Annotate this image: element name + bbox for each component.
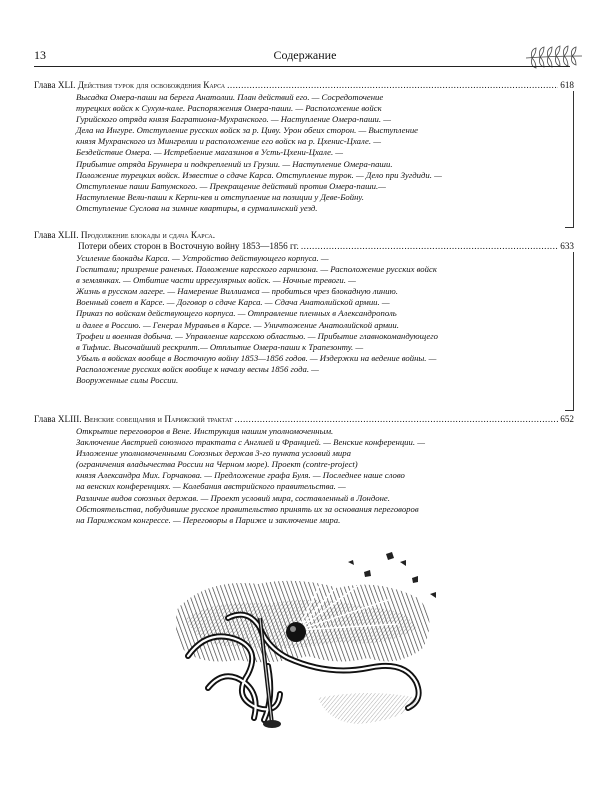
toc-entry: Бездействие Омера. — Истребление магазинов в Усть-Цхени-Цхале. — xyxy=(76,147,344,158)
running-title: Содержание xyxy=(273,48,337,62)
toc-entry: (ограничения владычества России на Черном море). Проект (contre-project) xyxy=(76,459,358,470)
chapter-title: Венские совещания и Парижский трактат xyxy=(83,414,233,424)
chapter-page: 633 xyxy=(560,241,574,251)
toc-entry: Отступление паши Батумского. — Прекращение действий против Омера-паши.— xyxy=(76,180,386,191)
toc-entry: в землянках. — Отбитие части иррегулярных войск. — Ночные тревоги. — xyxy=(76,275,356,286)
chapter-entries xyxy=(34,253,574,386)
toc-entry: Положение турецких войск. Известие о сдаче Карса. Отступление турок. — Дело при Зугдиди. — xyxy=(76,169,442,180)
toc-entry: Наступление Вели-паши к Керпи-кев и отступление на позиции у Деве-Бойну. xyxy=(76,191,364,202)
chapter-title: Действия турок для освобождения Карса xyxy=(77,80,226,90)
toc-entry: Прибытие отряда Бруннера и подкреплений из Грузии. — Наступление Омера-паши. xyxy=(76,158,393,169)
engraving-illustration xyxy=(168,548,443,730)
chapter-heading-cont xyxy=(34,241,574,252)
toc-entry: Гурийского отряда князя Багратиона-Мухранского. — Наступление Омера-паши. — xyxy=(76,114,391,125)
dot-leader xyxy=(235,414,559,425)
toc-entry: Открытие переговоров в Вене. Инструкция нашим уполномоченным. xyxy=(76,426,334,436)
toc-entry: Госпитали; призрение раненых. Положение карсского гарнизона. — Расположение русских войск xyxy=(76,264,437,275)
chapter-page: 652 xyxy=(560,414,574,424)
dot-leader xyxy=(227,80,558,91)
toc-entry: Отступление Суслова на зимние квартиры, в сурмалинский уезд. xyxy=(76,202,318,213)
toc-entry: Заключение Австрией союзного трактата с Англией и Францией. — Венские конференции. — xyxy=(76,437,425,448)
chapter-bracket xyxy=(565,91,574,228)
table-of-contents xyxy=(34,80,574,584)
toc-entry: Жизнь в русском лагере. — Намерение Виллиамса — пробиться чрез блокадную линию. xyxy=(76,286,398,297)
toc-entry: Обстоятельства, побудившие русское правительство принять их за основания переговоров xyxy=(76,503,419,514)
chapter-title-cont: Потери обеих сторон в Восточную войну 1853—1856 гг. xyxy=(78,241,299,251)
toc-entry: на Парижском конгрессе. — Переговоры в Париже и заключение мира. xyxy=(76,514,341,525)
toc-entry: Военный совет в Карсе. — Договор о сдаче Карса. — Сдача Анатолийской армии. — xyxy=(76,297,390,308)
chapter-heading xyxy=(34,230,574,241)
toc-entry: Изложение уполномоченными Союзных держав 3-го пункта условий мира xyxy=(76,448,351,459)
chapter-label: Глава XLI. xyxy=(34,80,76,90)
toc-entry: Трофеи и военная добыча. — Управление карсскою областью. — Прибытие главнокомандующего xyxy=(76,330,438,341)
toc-entry: Вооруженные силы России. xyxy=(76,375,179,386)
chapter-bracket xyxy=(565,252,574,411)
toc-entry: на венских конференциях. — Колебания австрийского правительства. — xyxy=(76,481,346,492)
toc-entry: Убыль в войсках вообще в Восточную войну 1853—1856 годов. — Издержки на ведение войны. — xyxy=(76,352,437,363)
toc-entry: Усиление блокады Карса. — Устройство действующего корпуса. — xyxy=(76,253,329,263)
toc-entry: и далее в Россию. — Генерал Муравьев в Карсе. — Уничтожение Анатолийской армии. xyxy=(76,319,399,330)
toc-entry: в Тифлис. Высочайший рескрипт.— Отплытие Омера-паши к Трапезонту. — xyxy=(76,341,364,352)
dot-leader xyxy=(301,241,558,252)
chapter-page: 618 xyxy=(560,80,574,90)
chapter-entries xyxy=(34,426,574,526)
toc-entry: турецких войск к Сухум-кале. Распоряжения Омера-паши. — Расположение войск xyxy=(76,103,382,114)
chapter-42 xyxy=(34,230,574,414)
toc-entry: Различие видов союзных держав. — Проект условий мира, составленный в Лондоне. xyxy=(76,492,390,503)
header-rule xyxy=(34,66,570,67)
chapter-label: Глава XLIII. xyxy=(34,414,82,424)
toc-entry: Высадка Омера-паши на берега Анатолии. План действий его. — Сосредоточение xyxy=(76,92,384,102)
chapter-title: Продолжение блокады и сдача Карса. xyxy=(80,230,216,240)
page-header xyxy=(34,48,576,66)
toc-entry: князя Мухранского из Мингрелии и расположение его войск на р. Цхенис-Цхале. — xyxy=(76,136,381,147)
chapter-heading xyxy=(34,80,574,91)
toc-entry: Расположение русских войск вообще к началу весны 1856 года. — xyxy=(76,363,319,374)
page-number: 13 xyxy=(34,48,46,62)
chapter-label: Глава XLII. xyxy=(34,230,79,240)
chapter-heading xyxy=(34,414,574,425)
toc-entry: князя Александра Мих. Горчакова. — Предложение графа Буля. — Последнее наше слово xyxy=(76,470,405,481)
toc-entry: Дела на Ингуре. Отступление русских войск за р. Циву. Урон обеих сторон. — Выступление xyxy=(76,125,419,136)
toc-entry: Приказ по войскам действующего корпуса. — Отправление пленных в Александрополь xyxy=(76,308,397,319)
chapter-entries xyxy=(34,92,574,214)
chapter-41 xyxy=(34,80,574,230)
